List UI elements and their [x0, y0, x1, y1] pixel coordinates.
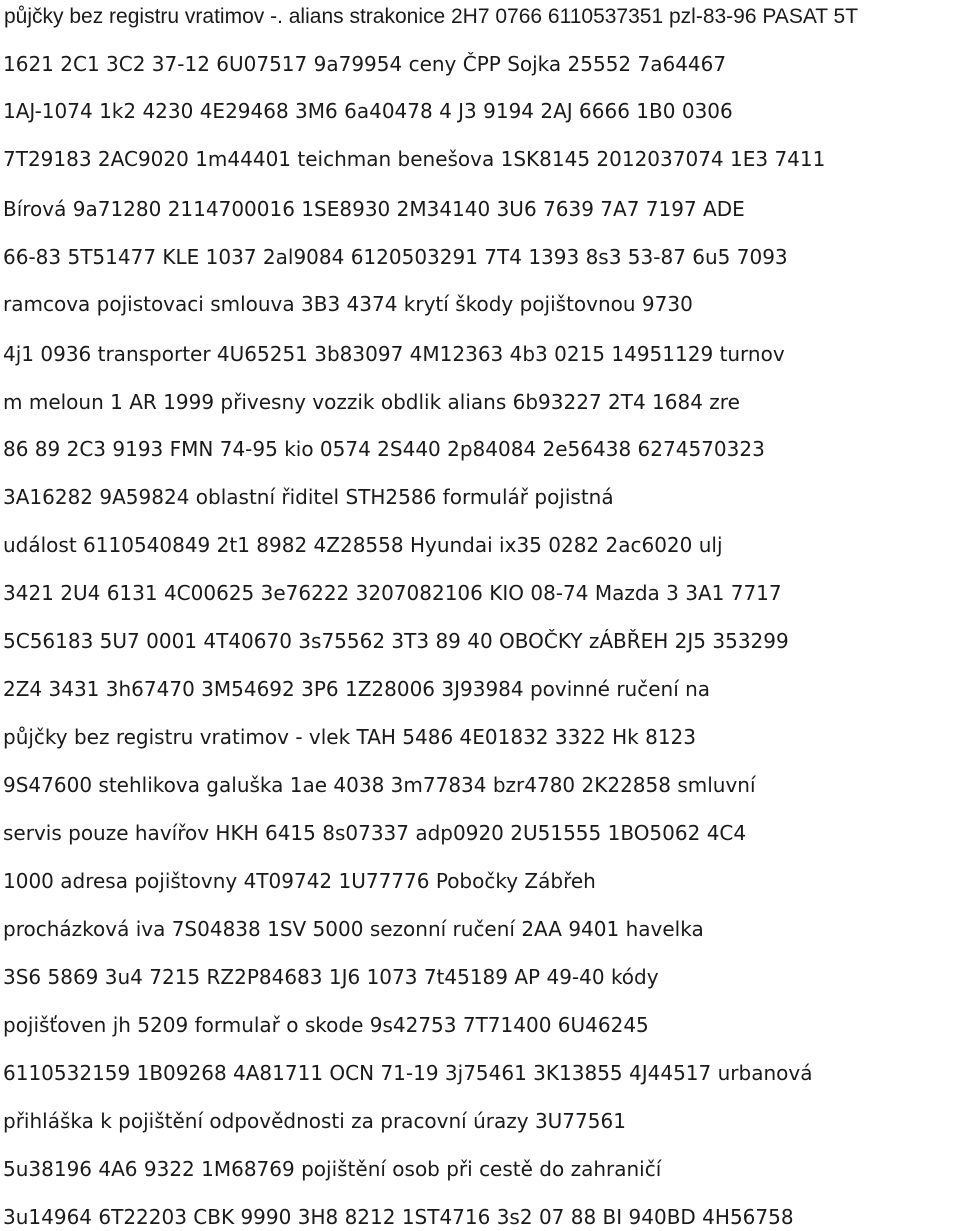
- text-line: půjčky bez registru vratimov -. alians strakonice 2H7 0766 6110537351 pzl-83-96 PASAT 5T: [4, 5, 859, 28]
- text-line: ramcova pojistovaci smlouva 3B3 4374 krytí škody pojištovnou 9730: [3, 292, 693, 316]
- text-line: 9S47600 stehlikova galuška 1ae 4038 3m77834 bzr4780 2K22858 smluvní: [3, 773, 756, 797]
- text-line: 4j1 0936 transporter 4U65251 3b83097 4M12363 4b3 0215 14951129 turnov: [3, 342, 785, 366]
- text-line: 7T29183 2AC9020 1m44401 teichman benešova 1SK8145 2012037074 1E3 7411: [3, 147, 826, 171]
- text-line: 1621 2C1 3C2 37-12 6U07517 9a79954 ceny ČPP Sojka 25552 7a64467: [3, 52, 727, 76]
- text-line: přihláška k pojištění odpovědnosti za pracovní úrazy 3U77561: [3, 1109, 626, 1133]
- text-line: 3S6 5869 3u4 7215 RZ2P84683 1J6 1073 7t45189 AP 49-40 kódy: [3, 965, 659, 989]
- text-line: 1AJ-1074 1k2 4230 4E29468 3M6 6a40478 4 J3 9194 2AJ 6666 1B0 0306: [3, 99, 733, 123]
- text-line: 3A16282 9A59824 oblastní řiditel STH2586 formulář pojistná: [3, 485, 614, 509]
- text-line: procházková iva 7S04838 1SV 5000 sezonní ručení 2AA 9401 havelka: [3, 917, 704, 941]
- text-line: Bírová 9a71280 2114700016 1SE8930 2M34140 3U6 7639 7A7 7197 ADE: [3, 197, 745, 221]
- text-line: 2Z4 3431 3h67470 3M54692 3P6 1Z28006 3J93984 povinné ručení na: [3, 677, 711, 701]
- text-line: 6110532159 1B09268 4A81711 OCN 71-19 3j75461 3K13855 4J44517 urbanová: [3, 1061, 813, 1085]
- text-line: 66-83 5T51477 KLE 1037 2al9084 6120503291 7T4 1393 8s3 53-87 6u5 7093: [3, 245, 788, 269]
- text-line: událost 6110540849 2t1 8982 4Z28558 Hyundai ix35 0282 2ac6020 ulj: [3, 533, 723, 557]
- text-line: 5C56183 5U7 0001 4T40670 3s75562 3T3 89 40 OBOČKY zÁBŘEH 2J5 353299: [3, 629, 789, 653]
- text-line: servis pouze havířov HKH 6415 8s07337 adp0920 2U51555 1BO5062 4C4: [3, 821, 747, 845]
- text-line: půjčky bez registru vratimov - vlek TAH 5486 4E01832 3322 Hk 8123: [3, 725, 697, 749]
- text-line: 5u38196 4A6 9322 1M68769 pojištění osob při cestě do zahraničí: [3, 1157, 662, 1181]
- text-line: pojišťoven jh 5209 formulař o skode 9s42753 7T71400 6U46245: [3, 1013, 649, 1037]
- text-line: 1000 adresa pojištovny 4T09742 1U77776 Pobočky Zábřeh: [3, 869, 596, 893]
- text-line: 3421 2U4 6131 4C00625 3e76222 3207082106 KIO 08-74 Mazda 3 3A1 7717: [3, 581, 782, 605]
- text-line: m meloun 1 AR 1999 přivesny vozzik obdlik alians 6b93227 2T4 1684 zre: [3, 390, 740, 414]
- text-line: 3u14964 6T22203 CBK 9990 3H8 8212 1ST4716 3s2 07 88 BI 940BD 4H56758: [3, 1205, 794, 1229]
- text-line: 86 89 2C3 9193 FMN 74-95 kio 0574 2S440 2p84084 2e56438 6274570323: [3, 437, 765, 461]
